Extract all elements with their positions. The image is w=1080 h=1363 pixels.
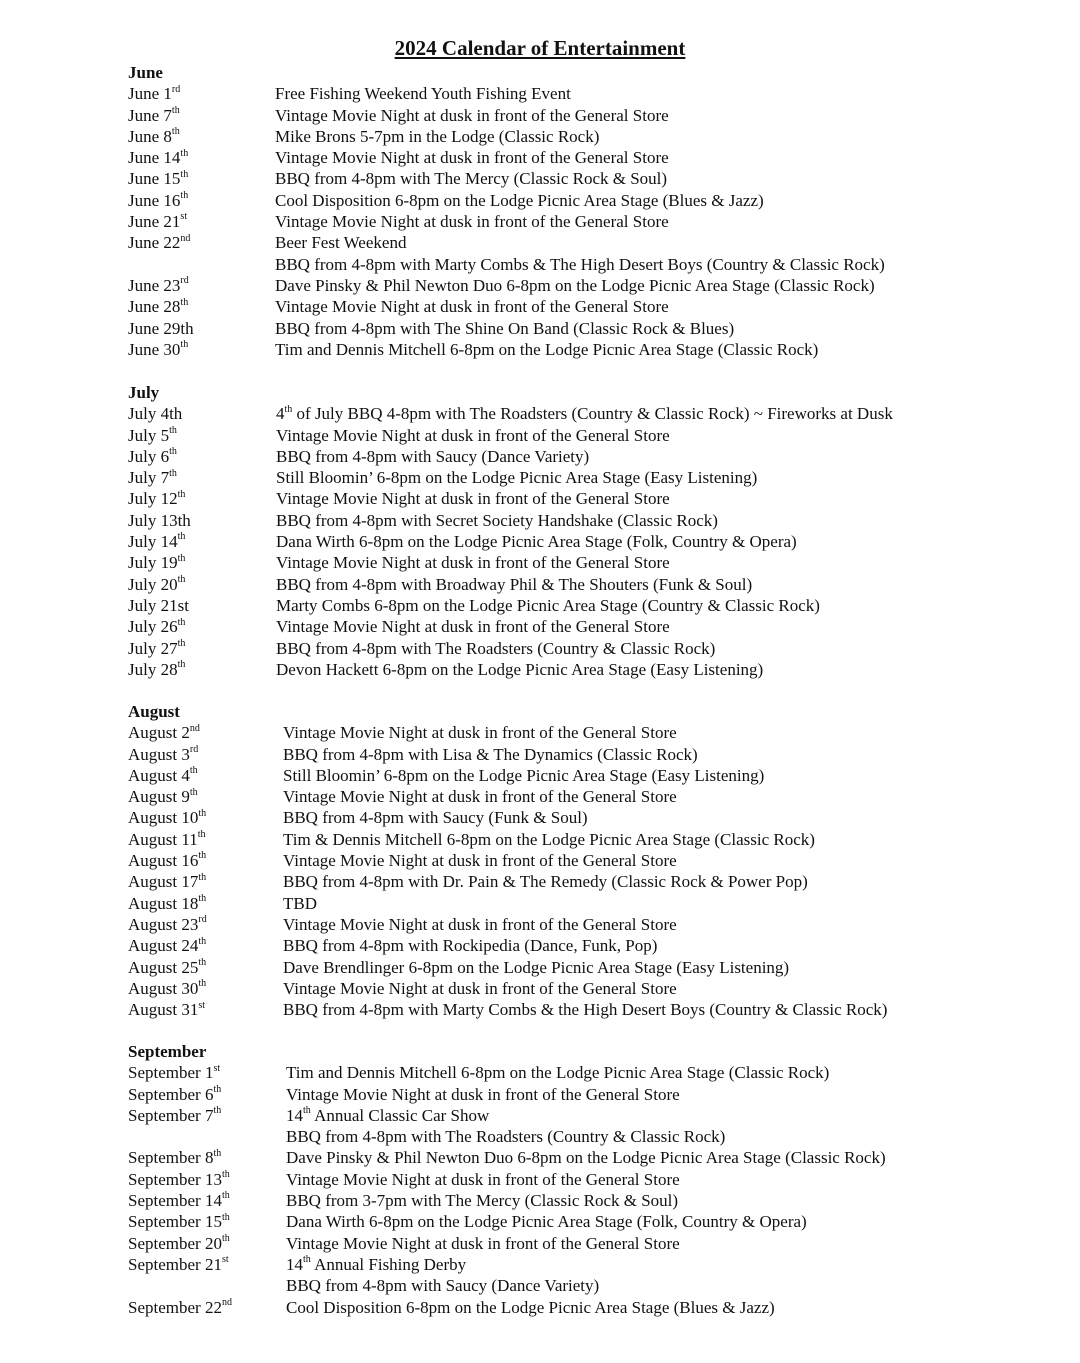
event-row <box>128 1233 1028 1254</box>
event-description: Mike Brons 5-7pm in the Lodge (Classic Rock) <box>275 126 600 146</box>
event-description: Vintage Movie Night at dusk in front of the General Store <box>275 297 669 317</box>
date-ordinal-suffix: th <box>177 659 186 671</box>
event-row <box>128 1105 1028 1126</box>
event-date: June 30th <box>128 339 189 359</box>
event-description: Vintage Movie Night at dusk in front of the General Store <box>286 1233 680 1253</box>
event-row <box>128 446 1028 467</box>
event-description: 14th Annual Fishing Derby <box>286 1254 467 1274</box>
date-ordinal-suffix: th <box>213 1147 222 1159</box>
event-row <box>128 1190 1028 1211</box>
event-description: Cool Disposition 6-8pm on the Lodge Picnic Area Stage (Blues & Jazz) <box>275 190 764 210</box>
event-description: BBQ from 4-8pm with Marty Combs & the High Desert Boys (Country & Classic Rock) <box>283 1000 888 1020</box>
event-date: June 22nd <box>128 232 191 253</box>
event-date: August 11th <box>128 829 206 849</box>
event-date: July 12th <box>128 488 186 509</box>
date-ordinal-suffix: th <box>169 467 177 479</box>
month-heading: September <box>128 1042 207 1061</box>
event-row <box>128 595 1028 616</box>
event-description: BBQ from 4-8pm with Rockipedia (Dance, Funk, Pop) <box>283 936 658 956</box>
event-row <box>128 1062 1028 1083</box>
event-row <box>128 935 1028 956</box>
event-description: Vintage Movie Night at dusk in front of the General Store <box>276 425 670 445</box>
date-ordinal-suffix: th <box>198 935 207 947</box>
event-date: July 26th <box>128 616 186 637</box>
date-ordinal-suffix: th <box>177 574 186 586</box>
event-description: Dave Brendlinger 6-8pm on the Lodge Picnic Area Stage (Easy Listening) <box>283 957 790 977</box>
event-date: September 13th <box>128 1169 230 1189</box>
event-date: July 19th <box>128 552 186 573</box>
event-description: Vintage Movie Night at dusk in front of the General Store <box>286 1084 680 1104</box>
date-ordinal-suffix: rd <box>180 275 189 287</box>
date-ordinal-suffix: th <box>180 296 189 308</box>
event-description: BBQ from 4-8pm with The Roadsters (Country & Classic Rock) <box>276 638 716 658</box>
event-date: July 6th <box>128 446 177 466</box>
date-ordinal-suffix: th <box>221 1233 230 1245</box>
event-description: Free Fishing Weekend Youth Fishing Event <box>275 84 571 104</box>
event-description: BBQ from 4-8pm with Lisa & The Dynamics (Classic Rock) <box>283 744 698 764</box>
event-row <box>128 1169 1028 1190</box>
event-date: August 4th <box>128 765 198 785</box>
date-ordinal-suffix: nd <box>189 722 200 734</box>
event-description: Dave Pinsky & Phil Newton Duo 6-8pm on the Lodge Picnic Area Stage (Classic Rock) <box>286 1148 886 1168</box>
event-description: BBQ from 4-8pm with Saucy (Funk & Soul) <box>283 808 588 828</box>
event-date: June 1rd <box>128 83 181 104</box>
event-row <box>128 807 1028 828</box>
event-date: July 28th <box>128 659 186 679</box>
date-ordinal-suffix: th <box>189 765 198 777</box>
date-ordinal-suffix: th <box>177 637 186 649</box>
event-row <box>128 829 1028 850</box>
event-description: Dave Pinsky & Phil Newton Duo 6-8pm on the Lodge Picnic Area Stage (Classic Rock) <box>275 275 875 295</box>
event-date: June 8th <box>128 126 180 146</box>
event-description: Tim and Dennis Mitchell 6-8pm on the Lodge Picnic Area Stage (Classic Rock) <box>275 339 819 359</box>
event-date: September 7th <box>128 1105 222 1125</box>
month-section-june <box>128 62 1028 360</box>
event-date: June 7th <box>128 104 180 125</box>
event-row <box>128 339 1028 360</box>
date-ordinal-suffix: rd <box>198 914 207 926</box>
event-description: BBQ from 3-7pm with The Mercy (Classic Rock & Soul) <box>286 1191 679 1211</box>
date-ordinal-suffix: rd <box>189 743 199 755</box>
month-heading: June <box>128 63 163 82</box>
date-ordinal-suffix: th <box>213 1105 222 1117</box>
event-description: Still Bloomin’ 6-8pm on the Lodge Picnic Area Stage (Easy Listening) <box>283 765 765 785</box>
event-description: Vintage Movie Night at dusk in front of the General Store <box>276 617 670 637</box>
event-description: BBQ from 4-8pm with The Roadsters (Country & Classic Rock) <box>286 1127 726 1147</box>
event-date: July 5th <box>128 424 177 445</box>
event-row <box>128 978 1028 999</box>
event-row <box>128 105 1028 126</box>
event-description: Cool Disposition 6-8pm on the Lodge Picnic Area Stage (Blues & Jazz) <box>286 1297 775 1317</box>
event-description: Tim and Dennis Mitchell 6-8pm on the Lodge Picnic Area Stage (Classic Rock) <box>286 1063 830 1083</box>
date-ordinal-suffix: th <box>198 871 207 883</box>
event-date: August 31st <box>128 999 206 1020</box>
event-description: Beer Fest Weekend <box>275 233 407 253</box>
date-ordinal-suffix: th <box>213 1083 222 1095</box>
event-description: Tim & Dennis Mitchell 6-8pm on the Lodge Picnic Area Stage (Classic Rock) <box>283 829 815 849</box>
event-date: July 4th <box>128 404 183 424</box>
event-row <box>128 275 1028 296</box>
event-date: July 13th <box>128 510 191 530</box>
event-row <box>128 722 1028 743</box>
month-heading: July <box>128 383 160 402</box>
event-date: June 29th <box>128 318 194 338</box>
event-row <box>128 616 1028 637</box>
event-date: June 23rd <box>128 275 189 295</box>
event-description: Vintage Movie Night at dusk in front of the General Store <box>283 978 677 998</box>
date-ordinal-suffix: nd <box>180 232 191 244</box>
event-date: July 20th <box>128 574 186 594</box>
event-date: July 21st <box>128 595 189 615</box>
event-row <box>128 1084 1028 1105</box>
event-description: Still Bloomin’ 6-8pm on the Lodge Picnic Area Stage (Easy Listening) <box>276 468 758 488</box>
date-ordinal-suffix: st <box>213 1062 221 1074</box>
event-date: August 3rd <box>128 743 199 764</box>
event-description: Vintage Movie Night at dusk in front of the General Store <box>286 1169 680 1189</box>
event-row <box>128 147 1028 168</box>
event-row <box>128 83 1028 104</box>
event-row <box>128 1211 1028 1232</box>
date-ordinal-suffix: th <box>180 147 189 159</box>
event-row <box>128 552 1028 573</box>
event-row <box>128 574 1028 595</box>
event-row <box>128 744 1028 765</box>
event-row <box>128 318 1028 339</box>
event-date: June 28th <box>128 296 189 317</box>
event-date: September 14th <box>128 1190 230 1211</box>
event-description: Devon Hackett 6-8pm on the Lodge Picnic Area Stage (Easy Listening) <box>276 659 764 679</box>
event-row <box>128 425 1028 446</box>
date-ordinal-suffix: th <box>198 807 207 819</box>
event-date: August 24th <box>128 935 207 956</box>
date-ordinal-suffix: th <box>198 893 207 905</box>
event-row <box>128 403 1028 424</box>
event-row <box>128 190 1028 211</box>
event-row <box>128 1254 1028 1275</box>
event-row <box>128 531 1028 552</box>
event-description: Dana Wirth 6-8pm on the Lodge Picnic Area Stage (Folk, Country & Opera) <box>286 1212 807 1232</box>
event-description: Vintage Movie Night at dusk in front of the General Store <box>275 148 669 168</box>
event-date: June 15th <box>128 168 189 189</box>
date-ordinal-suffix: st <box>180 211 188 223</box>
event-date: June 21st <box>128 211 188 232</box>
month-section-august <box>128 701 1028 1020</box>
date-ordinal-suffix: th <box>189 786 198 798</box>
event-row <box>128 999 1028 1020</box>
event-row <box>128 126 1028 147</box>
event-date: August 9th <box>128 786 198 807</box>
event-date: August 23rd <box>128 914 207 934</box>
event-date: September 1st <box>128 1062 221 1083</box>
date-ordinal-suffix: th <box>177 531 186 543</box>
event-row <box>128 850 1028 871</box>
date-ordinal-suffix: th <box>180 168 189 180</box>
event-date: September 20th <box>128 1233 230 1253</box>
date-ordinal-suffix: st <box>221 1254 229 1266</box>
event-description: Vintage Movie Night at dusk in front of the General Store <box>276 553 670 573</box>
date-ordinal-suffix: th <box>198 850 207 862</box>
event-date: August 18th <box>128 893 207 913</box>
event-row <box>128 1147 1028 1168</box>
event-row <box>128 957 1028 978</box>
event-description: Marty Combs 6-8pm on the Lodge Picnic Area Stage (Country & Classic Rock) <box>276 595 820 615</box>
event-row <box>128 786 1028 807</box>
event-date: August 25th <box>128 956 207 977</box>
event-row <box>128 1275 1028 1296</box>
date-ordinal-suffix: th <box>198 956 207 968</box>
date-ordinal-suffix: rd <box>171 83 181 95</box>
event-date: August 10th <box>128 807 207 828</box>
date-ordinal-suffix: th <box>169 446 177 458</box>
event-description: Vintage Movie Night at dusk in front of the General Store <box>283 787 677 807</box>
date-ordinal-suffix: th <box>171 126 180 138</box>
event-description: BBQ from 4-8pm with Secret Society Handshake (Classic Rock) <box>276 510 718 530</box>
event-date: September 15th <box>128 1211 230 1232</box>
event-description: BBQ from 4-8pm with Marty Combs & The High Desert Boys (Country & Classic Rock) <box>275 254 885 274</box>
event-date: July 27th <box>128 637 186 658</box>
event-date: September 8th <box>128 1147 222 1168</box>
event-row <box>128 488 1028 509</box>
event-description: Vintage Movie Night at dusk in front of the General Store <box>283 914 677 934</box>
date-ordinal-suffix: th <box>180 339 189 351</box>
event-row <box>128 659 1028 680</box>
date-ordinal-suffix: th <box>177 488 186 500</box>
event-row <box>128 467 1028 488</box>
date-ordinal-suffix: th <box>221 1190 230 1202</box>
date-ordinal-suffix: th <box>180 190 189 202</box>
event-row <box>128 765 1028 786</box>
event-date: September 6th <box>128 1083 222 1104</box>
event-description: BBQ from 4-8pm with Saucy (Dance Variety) <box>276 446 590 466</box>
date-ordinal-suffix: th <box>221 1169 230 1181</box>
event-row <box>128 510 1028 531</box>
event-row <box>128 1297 1028 1318</box>
event-description: Vintage Movie Night at dusk in front of the General Store <box>275 212 669 232</box>
date-ordinal-suffix: th <box>177 552 186 564</box>
event-date: August 2nd <box>128 722 200 743</box>
event-row <box>128 232 1028 253</box>
event-date: September 21st <box>128 1254 229 1274</box>
date-ordinal-suffix: th <box>221 1211 230 1223</box>
event-row <box>128 211 1028 232</box>
event-description: BBQ from 4-8pm with The Mercy (Classic Rock & Soul) <box>275 169 668 189</box>
event-description: Dana Wirth 6-8pm on the Lodge Picnic Area Stage (Folk, Country & Opera) <box>276 532 797 552</box>
date-ordinal-suffix: th <box>177 616 186 628</box>
event-description: BBQ from 4-8pm with Broadway Phil & The Shouters (Funk & Soul) <box>276 574 753 594</box>
event-description: BBQ from 4-8pm with Saucy (Dance Variety) <box>286 1276 600 1296</box>
event-row <box>128 638 1028 659</box>
month-heading: August <box>128 702 180 721</box>
event-date: June 16th <box>128 190 189 210</box>
event-date: September 22nd <box>128 1296 232 1317</box>
date-ordinal-suffix: st <box>198 999 206 1011</box>
event-row <box>128 893 1028 914</box>
event-row <box>128 914 1028 935</box>
date-ordinal-suffix: th <box>169 424 177 436</box>
event-row <box>128 168 1028 189</box>
event-date: August 17th <box>128 871 207 892</box>
event-date: July 14th <box>128 531 186 552</box>
event-description: Vintage Movie Night at dusk in front of the General Store <box>283 723 677 743</box>
month-section-july <box>128 382 1028 680</box>
event-row <box>128 1126 1028 1147</box>
page-title: 2024 Calendar of Entertainment <box>394 36 686 60</box>
event-description: TBD <box>283 893 317 913</box>
event-date: June 14th <box>128 147 189 168</box>
date-ordinal-suffix: th <box>197 829 206 841</box>
event-description: Vintage Movie Night at dusk in front of the General Store <box>283 851 677 871</box>
event-description: 4th of July BBQ 4-8pm with The Roadsters (Country & Classic Rock) ~ Fireworks at Dusk <box>276 403 893 424</box>
event-date: July 7th <box>128 467 177 488</box>
event-description: Vintage Movie Night at dusk in front of the General Store <box>275 105 669 125</box>
date-ordinal-suffix: nd <box>221 1296 232 1308</box>
event-date: August 16th <box>128 850 207 871</box>
event-description: Vintage Movie Night at dusk in front of the General Store <box>276 489 670 509</box>
month-section-september <box>128 1041 1028 1318</box>
event-row <box>128 254 1028 275</box>
event-date: August 30th <box>128 978 207 998</box>
event-description: BBQ from 4-8pm with Dr. Pain & The Remedy (Classic Rock & Power Pop) <box>283 872 808 892</box>
event-row <box>128 296 1028 317</box>
date-ordinal-suffix: th <box>171 104 180 116</box>
event-row <box>128 871 1028 892</box>
date-ordinal-suffix: th <box>198 978 207 990</box>
event-description: 14th Annual Classic Car Show <box>286 1105 490 1125</box>
event-description: BBQ from 4-8pm with The Shine On Band (Classic Rock & Blues) <box>275 318 735 338</box>
